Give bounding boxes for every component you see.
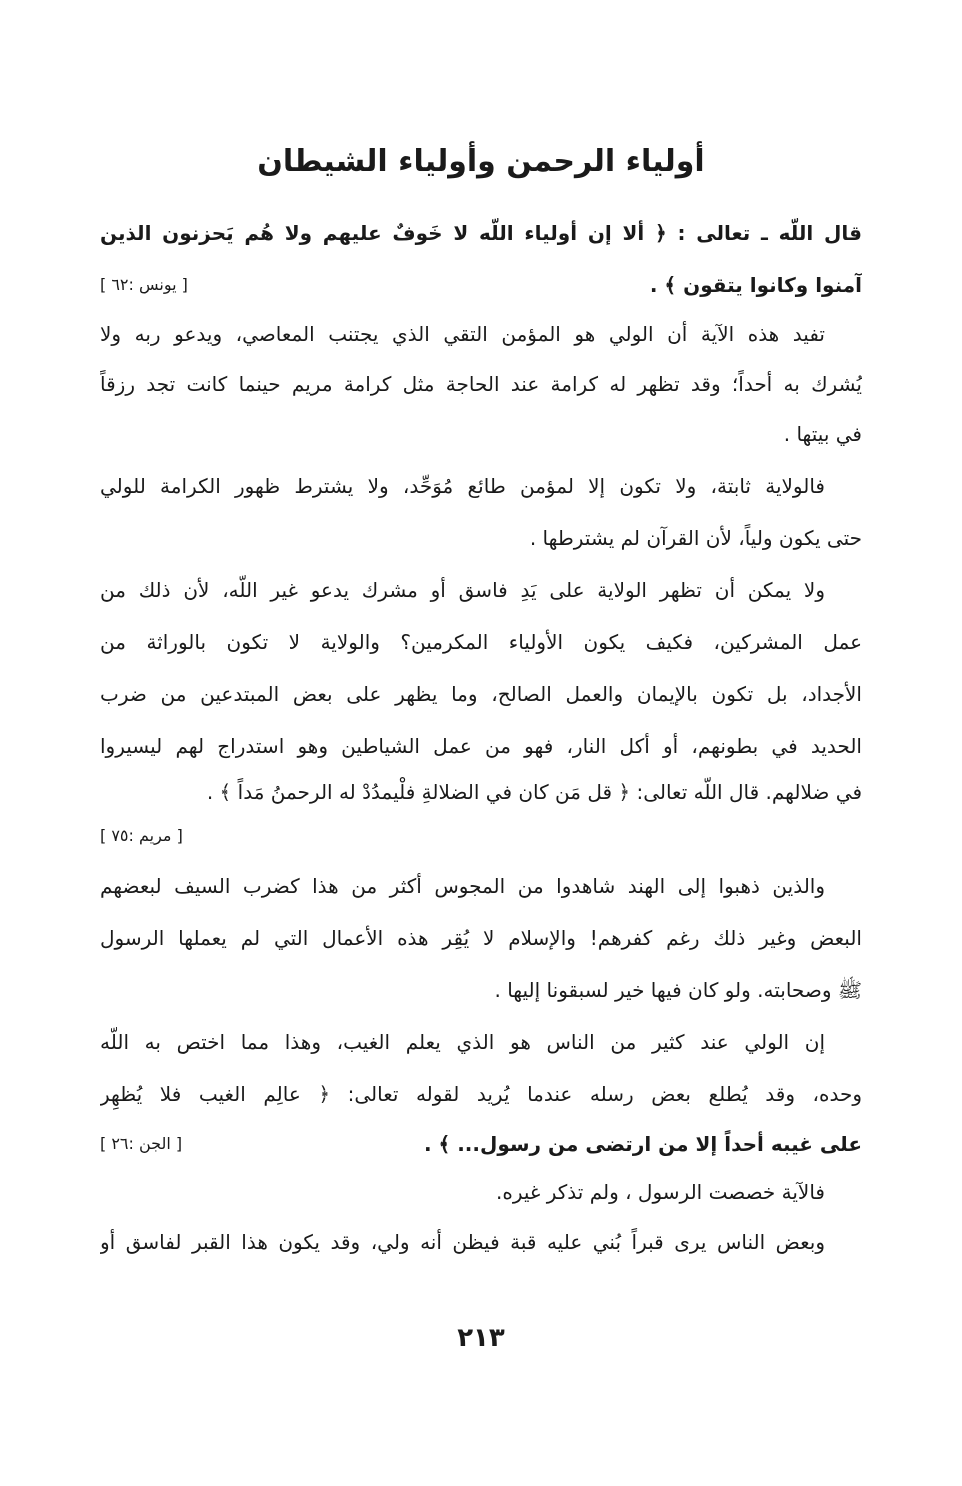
text-line: في ضلالهم. قال اللّه تعالى: ﴿ قل مَن كان في الضلالةِ فلْيمدُدْ له الرحمنُ مَداً ﴾ . bbox=[206, 780, 862, 804]
verse-reference: [ يونس :٦٢ ] bbox=[100, 275, 188, 294]
text-line: إن الولي عند كثير من الناس هو الذي يعلم الغيب، وهذا مما اختص به اللّه bbox=[100, 1030, 825, 1054]
text-line: وحده، وقد يُطلع بعض رسله عندما يُريد لقوله تعالى: ﴿ عالِم الغيب فلا يُظهِر bbox=[100, 1082, 862, 1106]
text-line: يُشرك به أحداً؛ وقد تظهر له كرامة عند الحاجة مثل كرامة مريم حينما كانت تجد رزقاً bbox=[100, 372, 862, 396]
page-number: ٢١٣ bbox=[457, 1323, 505, 1353]
verse-reference: [ الجن :٢٦ ] bbox=[100, 1134, 183, 1153]
text-line: قال اللّه ـ تعالى : ﴿ ألا إن أولياء اللّه لا خَوفٌ عليهم ولا هُم يَحزنون الذين bbox=[100, 221, 862, 245]
page-title: أولياء الرحمن وأولياء الشيطان bbox=[257, 144, 705, 179]
text-line: ﷺ وصحابته. ولو كان فيها خير لسبقونا إليها . bbox=[494, 978, 862, 1002]
text-line: فالولاية ثابتة، ولا تكون إلا لمؤمن طائع مُوَحِّد، ولا يشترط ظهور الكرامة للولي bbox=[100, 474, 825, 498]
text-line: البعض وغير ذلك رغم كفرهم! والإسلام لا يُقِر هذه الأعمال التي لم يعملها الرسول bbox=[100, 926, 862, 950]
text-line: ولا يمكن أن تظهر الولاية على يَدِ فاسق أو مشرك يدعو غير اللّه، لأن ذلك من bbox=[100, 578, 825, 602]
text-line: الأجداد، بل تكون بالإيمان والعمل الصالح، وما يظهر على بعض المبتدعين من ضرب bbox=[100, 682, 862, 706]
text-line: والذين ذهبوا إلى الهند شاهدوا من المجوس أكثر من هذا كضرب السيف لبعضهم bbox=[100, 874, 825, 898]
text-line: عمل المشركين، فكيف يكون الأولياء المكرمين؟ والولاية لا تكون بالوراثة من bbox=[100, 630, 862, 654]
text-line: على غيبه أحداً إلا من ارتضى من رسول... ﴾ . bbox=[423, 1132, 862, 1156]
text-line: حتى يكون ولياً، لأن القرآن لم يشترطها . bbox=[529, 526, 862, 550]
text-line: في بيتها . bbox=[783, 422, 862, 446]
text-line: وبعض الناس يرى قبراً بُني عليه قبة فيظن أنه ولي، وقد يكون هذا القبر لفاسق أو bbox=[100, 1230, 825, 1254]
text-line: فالآية خصصت الرسول ، ولم تذكر غيره. bbox=[496, 1180, 825, 1204]
text-line: آمنوا وكانوا يتقون ﴾ . bbox=[649, 273, 862, 297]
text-line: الحديد في بطونهم، أو أكل النار، فهو من عمل الشياطين وهو استدراج لهم ليسيروا bbox=[100, 734, 862, 758]
text-line: تفيد هذه الآية أن الولي هو المؤمن التقي الذي يجتنب المعاصي، ويدعو ربه ولا bbox=[100, 322, 825, 346]
verse-reference: [ مريم :٧٥ ] bbox=[100, 826, 183, 845]
